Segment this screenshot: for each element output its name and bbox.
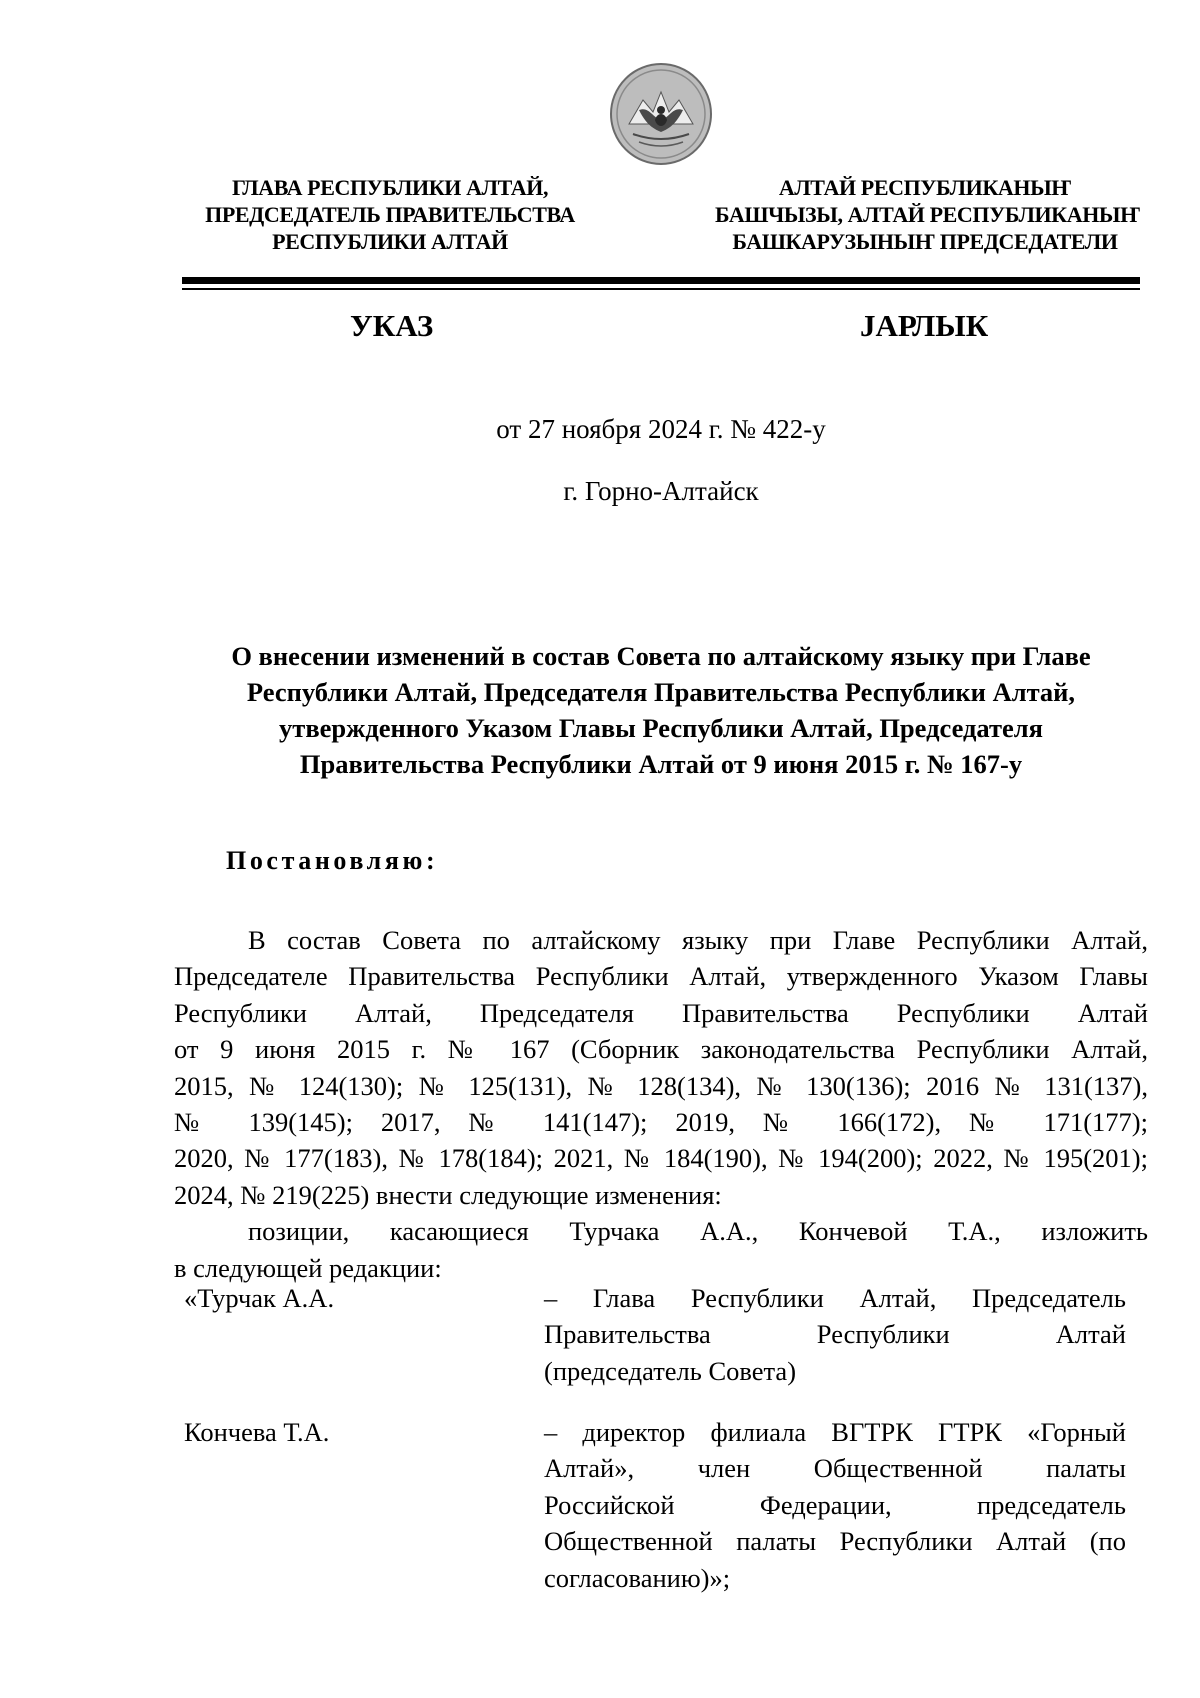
doc-type-jarlyk: JАРЛЫК	[860, 308, 989, 343]
title-line: утвержденного Указом Главы Республики Алтай, Председателя	[279, 713, 1043, 743]
header-right-line: БАШКАРУЗЫНЫҤ ПРЕДСЕДАТЕЛИ	[732, 229, 1118, 254]
role-line: Алтай», член Общественной палаты	[544, 1453, 1126, 1484]
role-line: Правительства Республики Алтай	[544, 1319, 1126, 1350]
role-line: согласованию)»;	[544, 1562, 731, 1593]
body-line: Республики Алтай, Председателя Правительства Республики Алтай	[174, 997, 1148, 1028]
body-line: Председателе Правительства Республики Алтай, утвержденного Указом Главы	[174, 961, 1148, 992]
member-name: Кончева Т.А.	[184, 1417, 330, 1447]
role-line: – директор филиала ВГТРК ГТРК «Горный	[544, 1417, 1126, 1447]
header-divider-thin	[182, 288, 1140, 290]
document-body	[174, 922, 1148, 1286]
member-role	[544, 1280, 1126, 1389]
header-divider-thick	[182, 277, 1140, 284]
body-line: в следующей редакции:	[174, 1252, 442, 1283]
title-line: Республики Алтай, Председателя Правительства Республики Алтай,	[246, 677, 1076, 707]
coat-of-arms-emblem-icon	[609, 62, 713, 166]
role-line: (председатель Совета)	[544, 1355, 797, 1386]
role-line: Российской Федерации, председатель	[544, 1489, 1126, 1520]
body-line: 2024, № 219(225) внести следующие изменения:	[174, 1179, 722, 1210]
decree-word: Постановляю:	[226, 846, 439, 875]
member-name: «Турчак А.А.	[184, 1283, 335, 1313]
role-line: – Глава Республики Алтай, Председатель	[544, 1283, 1126, 1313]
document-city: г. Горно-Алтайск	[563, 476, 759, 506]
header-right	[715, 174, 1141, 255]
header-left-line: ПРЕДСЕДАТЕЛЬ ПРАВИТЕЛЬСТВА	[205, 202, 575, 227]
title-line: О внесении изменений в состав Совета по алтайскому языку при Главе	[231, 641, 1091, 671]
header-left-line: ГЛАВА РЕСПУБЛИКИ АЛТАЙ,	[231, 175, 549, 200]
body-line: 2020, № 177(183), № 178(184); 2021, № 184(190), № 194(200); 2022, № 195(201);	[174, 1143, 1148, 1174]
body-line: В состав Совета по алтайскому языку при Главе Республики Алтай,	[248, 925, 1148, 955]
body-line: от 9 июня 2015 г. № 167 (Сборник законодательства Республики Алтай,	[174, 1034, 1148, 1065]
document-title	[182, 638, 1140, 782]
document-date-number: от 27 ноября 2024 г. № 422-у	[496, 414, 826, 444]
header-right-line: БАШЧЫЗЫ, АЛТАЙ РЕСПУБЛИКАНЫҤ	[715, 202, 1141, 227]
body-line: позиции, касающиеся Турчака А.А., Кончевой Т.А., изложить	[248, 1216, 1148, 1247]
body-line: № 139(145); 2017, № 141(147); 2019, № 166(172), № 171(177);	[174, 1106, 1148, 1137]
header-left-line: РЕСПУБЛИКИ АЛТАЙ	[272, 229, 508, 254]
header-right-line: АЛТАЙ РЕСПУБЛИКАНЫҤ	[778, 175, 1072, 200]
header-left	[190, 174, 590, 255]
member-role	[544, 1414, 1126, 1596]
body-line: 2015, № 124(130); № 125(131), № 128(134), № 130(136); 2016 № 131(137),	[174, 1070, 1148, 1101]
role-line: Общественной палаты Республики Алтай (по	[544, 1526, 1126, 1557]
title-line: Правительства Республики Алтай от 9 июня 2015 г. № 167-у	[299, 749, 1023, 779]
doc-type-ukaz: УКАЗ	[350, 308, 434, 343]
